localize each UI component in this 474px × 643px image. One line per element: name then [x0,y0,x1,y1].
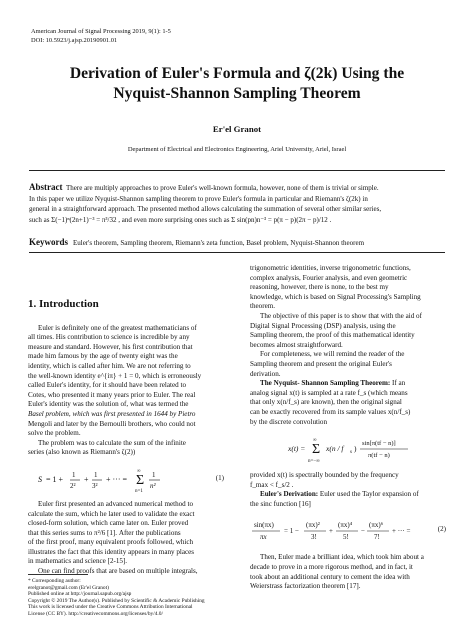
svg-text:7!: 7! [374,533,380,542]
svg-text:3!: 3! [311,533,317,542]
abstract-line: such as Σ(−1)ⁿ(2n+1)⁻³ = π³/32 , and even more surprising ones such as Σ sin(pn)n⁻³ = p(π − p)(2π − p)/12 . [29,215,332,224]
footnote [28,574,224,618]
doi: DOI: 10.5923/j.ajsp.20190901.01 [31,36,118,44]
svg-text:Σ: Σ [312,442,321,458]
text-line: called Euler's identity, for it should have been related to [28,381,187,390]
svg-text:5!: 5! [343,533,349,542]
text-line: made him famous by the age of twenty eight was the [28,352,178,361]
svg-text:(πx)⁶: (πx)⁶ [369,521,384,530]
text-line: decade to prove in a more rigorous method, and in fact, it [250,563,413,572]
left-column [28,300,224,577]
abstract-line: There are multiply approaches to prove Euler's well-known formula, however, none of them is trivial or simple. [66,184,379,192]
text-line: knowledge, which is based on Signal Processing's Sampling [250,292,421,301]
svg-text:= 1 +: = 1 + [46,474,64,484]
svg-text:+ ··· =: + ··· = [392,527,411,536]
text-line: provided x(t) is spectrally bounded by the frequency [250,471,399,480]
equation-2 [250,513,446,549]
svg-text:= 1 −: = 1 − [284,527,299,536]
text-line: For completeness, we will remind the reader of the [260,350,405,359]
text-line: closed-form solution, which came later on. Euler proved [28,519,189,528]
right-column [250,264,446,592]
text-line: Then, Euler made a brilliant idea, which took him about a [260,553,424,562]
footnote-line: License (CC BY). http://creativecommons.org/licenses/by/4.0/ [28,610,163,617]
text-line: solve the problem. [28,429,81,438]
text-line: calculate the sum, which he later used to validate the exact [28,509,195,518]
text-line: of the first proof, many equivalent proofs followed, which [28,538,194,547]
svg-text:n²: n² [150,481,156,490]
text-line: Euler's identity was the solution of, what was termed the [28,400,189,409]
footnote-line: erelgranot@gmail.com (Er'el Granot) [28,584,109,591]
bottom-divider [29,252,445,253]
text-line: Euler first presented an advanced numerical method to [38,499,194,508]
text-line: trigonometric identities, inverse trigonometric functions, [250,264,411,272]
svg-text:(πx)⁴: (πx)⁴ [338,521,353,530]
svg-text:s: s [350,450,352,456]
svg-text:(πx)²: (πx)² [306,521,320,530]
text-line: took about an additional century to cement the idea with [250,572,410,581]
svg-text:+: + [329,527,333,536]
text-line: identity, which is called after him. We are not referring to [28,361,191,370]
equation-2-number: (2) [437,525,446,534]
footnote-line: * Corresponding author: [28,578,81,584]
text-line: Euler used the Taylor expansion of [319,490,419,499]
svg-text:+: + [84,474,89,484]
svg-text:sin(πx): sin(πx) [254,521,274,530]
footnote-line: This work is licensed under the Creative Commons Attribution International [28,604,193,611]
svg-text:−: − [361,527,365,536]
journal-header [31,28,171,45]
text-line: One can find proofs that are based on multiple integrals, [38,567,198,576]
abstract [29,182,445,225]
top-divider [29,170,445,171]
equation-1-number: (1) [215,473,224,482]
svg-text:∞: ∞ [313,438,317,444]
section-heading-introduction: 1. Introduction [28,298,99,310]
svg-text:Σ: Σ [136,472,145,488]
abstract-line: In this paper we utilize Nyquist-Shannon sampling theorem to prove Euler's formula in particular and Riemann's ζ(2k) in [29,194,368,203]
text-line: Cotes, who presented it many years prior to Euler. The real [28,390,196,399]
text-line: The objective of this paper is to show that with the aid of [260,311,422,320]
equation-2-graphic [250,513,430,549]
abstract-label: Abstract [29,182,63,192]
text-line: Mengoli and later by the Bernoulli brothers, who could not [28,419,196,428]
text-line: in mathematics and science [2-15]. [28,557,128,566]
text-line: measure and standard. However, his first contribution that [28,342,193,351]
text-line: derivation. [250,369,281,378]
svg-text:x(n / f: x(n / f [326,444,344,454]
text-line: all times. His contribution to science is incredible by any [28,333,190,342]
abstract-line: general in a straightforward approach. The presented method allows calculating the summation of several other similar series, [29,205,382,214]
euler-derivation-heading: Euler's Derivation: [260,490,319,499]
text-line: Euler is definitely one of the greatest mathematicians of [38,323,197,332]
svg-text:1: 1 [152,470,156,479]
text-line: theorem. [250,302,276,311]
svg-text:S: S [38,474,42,484]
footnote-rule [28,574,88,575]
text-line: Sampling theorem, the proof of this mathematical identity [250,331,415,340]
sampling-equation-graphic [250,431,446,467]
title-line-1: Derivation of Euler's Formula and ζ(2k) Using the [69,65,405,82]
text-line: Weierstrass factorization theorem [17]. [250,582,361,591]
svg-text:πx: πx [260,533,267,542]
keywords-text: Euler's theorem, Sampling theorem, Riemann's zeta function, Basel problem, Nyquist-Shannon theorem [73,239,365,247]
paper-title [20,64,454,104]
equation-1 [28,462,224,496]
svg-text:sin[π(tf − n)]: sin[π(tf − n)] [362,440,396,448]
text-line: complex analysis, Fourier analysis, and even geometric [250,273,408,282]
keywords [29,237,445,247]
text-line: f_max < f_s/2 . [250,480,294,489]
svg-text:1: 1 [94,470,98,479]
text-line: reasoning, however, there is none, to the best my [250,283,389,292]
text-line: can be exactly recovered from its sample values x(n/f_s) [250,407,411,416]
keywords-label: Keywords [29,237,68,247]
text-line: illustrates the fact that this identity appears in many places [28,547,195,556]
text-line: Sampling theorem and present the original Euler's [250,359,392,368]
text-line: the well-known identity e^{iπ} + 1 = 0, which is erroneously [28,371,202,380]
author-name: Er'el Granot [212,124,262,134]
svg-text:∞: ∞ [137,468,141,474]
svg-text:): ) [354,444,357,454]
text-line: series (also known as Riemann's ζ(2)) [28,448,136,457]
text-line: the sinc function [16] [250,499,311,508]
nyquist-heading: The Nyquist- Shannon Sampling Theorem: [260,379,391,388]
svg-text:3²: 3² [92,481,98,490]
svg-text:+ ··· =: + ··· = [106,474,128,484]
text-line: analog signal x(t) is sampled at a rate f_s (which means [250,388,408,397]
text-line: The problem was to calculate the sum of the infinite [38,438,186,447]
sampling-equation [250,431,446,467]
text-line: that this series sums to π²/6 [1]. After the publications [28,528,181,537]
journal-citation: American Journal of Signal Processing 2019, 9(1): 1-5 [31,28,171,35]
svg-text:2²: 2² [70,481,76,490]
text-line: Digital Signal Processing (DSP) analysis, using the [250,321,396,330]
svg-text:x(t) =: x(t) = [288,444,306,454]
text-line: becomes almost straightforward. [250,340,343,349]
text-line: by the discrete convolution [250,417,328,426]
text-line: Basel problem, which was first presented in 1644 by Pietro [28,409,196,418]
affiliation: Department of Electrical and Electronics Engineering, Ariel University, Ariel, Israel [127,146,347,153]
equation-1-graphic [28,462,198,496]
footnote-line: Copyright © 2019 The Author(s). Published by Scientific & Academic Publishing [28,597,205,604]
svg-text:π(tf − n): π(tf − n) [368,452,390,460]
svg-text:1: 1 [72,470,76,479]
text-line: that only x(n/f_s) are known), then the original signal [250,398,402,407]
svg-text:n=−∞: n=−∞ [308,459,320,465]
svg-text:n=1: n=1 [135,488,143,494]
text-line: If an [392,379,406,388]
title-line-2: Nyquist-Shannon Sampling Theorem [113,85,361,102]
footnote-line: Published online at http://journal.sapub.org/ajsp [28,591,132,598]
